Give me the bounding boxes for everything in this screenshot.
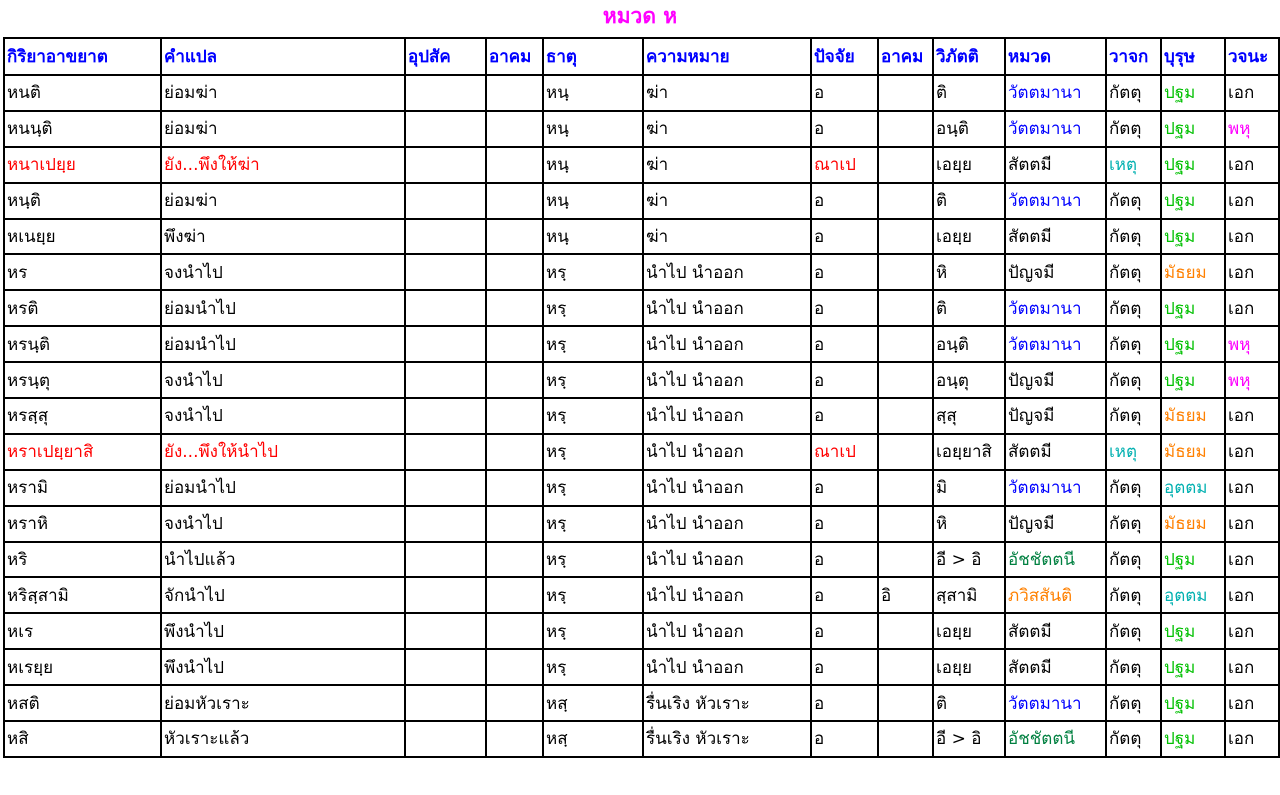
root-meaning-cell: รื่นเริง หัวเราะ [643,685,811,721]
prefix-cell [405,542,486,578]
tense-cell: สัตตมี [1005,613,1106,649]
ending-cell: ติ [933,685,1005,721]
augment-cell [486,721,543,757]
person-cell: ปฐม [1161,542,1225,578]
verb-cell: หนติ [4,75,161,111]
person-cell: มัธยม [1161,398,1225,434]
prefix-cell [405,219,486,255]
prefix-cell [405,290,486,326]
number-cell: เอก [1225,398,1279,434]
verb-cell: หรติ [4,290,161,326]
tense-cell: วัตตมานา [1005,326,1106,362]
root-cell: หรฺ [543,506,643,542]
root-meaning-cell: นำไป นำออก [643,649,811,685]
column-header-11: บุรุษ [1161,38,1225,75]
augment2-cell [878,219,933,255]
verb-cell: หราเปยฺยาสิ [4,434,161,470]
table-header-row [4,38,1279,75]
root-meaning-cell: นำไป นำออก [643,290,811,326]
column-header-12: วจนะ [1225,38,1279,75]
number-cell: เอก [1225,613,1279,649]
meaning-cell: นำไปแล้ว [161,542,405,578]
tense-cell: สัตตมี [1005,219,1106,255]
prefix-cell [405,326,486,362]
root-cell: หรฺ [543,649,643,685]
meaning-cell: ย่อมหัวเราะ [161,685,405,721]
table-row [4,362,1279,398]
number-cell: เอก [1225,219,1279,255]
table-row [4,398,1279,434]
suffix-cell: อ [811,577,878,613]
augment-cell [486,434,543,470]
ending-cell: อี > อิ [933,542,1005,578]
prefix-cell [405,721,486,757]
root-cell: หรฺ [543,254,643,290]
voice-cell: กัตตุ [1106,183,1161,219]
root-meaning-cell: ฆ่า [643,147,811,183]
tense-cell: อัชชัตตนี [1005,721,1106,757]
ending-cell: ติ [933,290,1005,326]
voice-cell: กัตตุ [1106,577,1161,613]
number-cell: พหุ [1225,111,1279,147]
ending-cell: เอยฺย [933,613,1005,649]
suffix-cell: อ [811,398,878,434]
verb-cell: หสิ [4,721,161,757]
root-cell: หสฺ [543,685,643,721]
ending-cell: ติ [933,183,1005,219]
verb-cell: หเนยฺย [4,219,161,255]
root-cell: หนฺ [543,219,643,255]
verb-conjugation-table [3,37,1280,758]
root-meaning-cell: นำไป นำออก [643,577,811,613]
verb-cell: หเร [4,613,161,649]
voice-cell: กัตตุ [1106,613,1161,649]
voice-cell: กัตตุ [1106,721,1161,757]
column-header-8: วิภัตติ [933,38,1005,75]
augment-cell [486,75,543,111]
verb-cell: หริ [4,542,161,578]
root-cell: หรฺ [543,577,643,613]
number-cell: เอก [1225,254,1279,290]
person-cell: ปฐม [1161,613,1225,649]
tense-cell: วัตตมานา [1005,111,1106,147]
augment-cell [486,326,543,362]
meaning-cell: พึงฆ่า [161,219,405,255]
person-cell: ปฐม [1161,183,1225,219]
root-cell: หรฺ [543,470,643,506]
augment-cell [486,183,543,219]
voice-cell: กัตตุ [1106,75,1161,111]
tense-cell: ปัญจมี [1005,254,1106,290]
suffix-cell: อ [811,111,878,147]
augment2-cell [878,470,933,506]
suffix-cell: อ [811,219,878,255]
root-cell: หนฺ [543,147,643,183]
column-header-0: กิริยาอาขยาต [4,38,161,75]
verb-cell: หสติ [4,685,161,721]
number-cell: เอก [1225,434,1279,470]
tense-cell: วัตตมานา [1005,470,1106,506]
suffix-cell: อ [811,183,878,219]
meaning-cell: ย่อมนำไป [161,290,405,326]
ending-cell: อนฺติ [933,111,1005,147]
verb-cell: หเรยฺย [4,649,161,685]
tense-cell: วัตตมานา [1005,290,1106,326]
tense-cell: วัตตมานา [1005,685,1106,721]
person-cell: มัธยม [1161,506,1225,542]
prefix-cell [405,75,486,111]
column-header-4: ธาตุ [543,38,643,75]
meaning-cell: จงนำไป [161,398,405,434]
augment2-cell [878,613,933,649]
verb-cell: หนฺติ [4,183,161,219]
augment2-cell [878,434,933,470]
root-cell: หรฺ [543,434,643,470]
tense-cell: ภวิสสันติ [1005,577,1106,613]
person-cell: ปฐม [1161,290,1225,326]
person-cell: ปฐม [1161,111,1225,147]
augment-cell [486,219,543,255]
augment2-cell [878,111,933,147]
ending-cell: มิ [933,470,1005,506]
meaning-cell: ย่อมฆ่า [161,183,405,219]
suffix-cell: อ [811,685,878,721]
root-cell: หรฺ [543,613,643,649]
table-row [4,577,1279,613]
prefix-cell [405,147,486,183]
table-row [4,434,1279,470]
root-meaning-cell: ฆ่า [643,183,811,219]
column-header-9: หมวด [1005,38,1106,75]
augment2-cell [878,183,933,219]
meaning-cell: จงนำไป [161,254,405,290]
prefix-cell [405,649,486,685]
column-header-7: อาคม [878,38,933,75]
meaning-cell: จงนำไป [161,362,405,398]
voice-cell: กัตตุ [1106,506,1161,542]
person-cell: ปฐม [1161,219,1225,255]
augment2-cell [878,147,933,183]
ending-cell: สฺสามิ [933,577,1005,613]
person-cell: ปฐม [1161,721,1225,757]
augment2-cell [878,290,933,326]
ending-cell: อนฺตุ [933,362,1005,398]
suffix-cell: อ [811,649,878,685]
verb-cell: หรนฺตุ [4,362,161,398]
number-cell: เอก [1225,577,1279,613]
verb-cell: หรนฺติ [4,326,161,362]
meaning-cell: จงนำไป [161,506,405,542]
root-meaning-cell: ฆ่า [643,75,811,111]
number-cell: พหุ [1225,326,1279,362]
meaning-cell: พึงนำไป [161,613,405,649]
root-cell: หรฺ [543,542,643,578]
table-row [4,470,1279,506]
table-row [4,613,1279,649]
table-row [4,254,1279,290]
tense-cell: สัตตมี [1005,147,1106,183]
root-cell: หนฺ [543,75,643,111]
verb-cell: หนนฺติ [4,111,161,147]
augment2-cell [878,362,933,398]
augment-cell [486,290,543,326]
suffix-cell: อ [811,721,878,757]
augment-cell [486,577,543,613]
column-header-2: อุปสัค [405,38,486,75]
augment2-cell [878,721,933,757]
column-header-10: วาจก [1106,38,1161,75]
person-cell: ปฐม [1161,75,1225,111]
number-cell: เอก [1225,506,1279,542]
augment2-cell [878,542,933,578]
table-row [4,75,1279,111]
column-header-3: อาคม [486,38,543,75]
table-body [4,75,1279,757]
verb-cell: หนาเปยฺย [4,147,161,183]
root-cell: หรฺ [543,362,643,398]
suffix-cell: อ [811,542,878,578]
tense-cell: อัชชัตตนี [1005,542,1106,578]
augment-cell [486,254,543,290]
prefix-cell [405,613,486,649]
suffix-cell: อ [811,506,878,542]
root-meaning-cell: นำไป นำออก [643,470,811,506]
augment-cell [486,470,543,506]
verb-cell: หรามิ [4,470,161,506]
tense-cell: สัตตมี [1005,434,1106,470]
suffix-cell: อ [811,290,878,326]
person-cell: มัธยม [1161,434,1225,470]
voice-cell: กัตตุ [1106,470,1161,506]
number-cell: เอก [1225,542,1279,578]
prefix-cell [405,362,486,398]
root-cell: หรฺ [543,290,643,326]
tense-cell: วัตตมานา [1005,183,1106,219]
suffix-cell: อ [811,613,878,649]
table-row [4,290,1279,326]
root-meaning-cell: นำไป นำออก [643,254,811,290]
number-cell: เอก [1225,183,1279,219]
suffix-cell: อ [811,470,878,506]
root-cell: หรฺ [543,326,643,362]
augment-cell [486,147,543,183]
augment-cell [486,613,543,649]
number-cell: เอก [1225,470,1279,506]
suffix-cell: อ [811,254,878,290]
root-meaning-cell: นำไป นำออก [643,398,811,434]
number-cell: เอก [1225,685,1279,721]
prefix-cell [405,398,486,434]
voice-cell: กัตตุ [1106,398,1161,434]
tense-cell: สัตตมี [1005,649,1106,685]
table-row [4,183,1279,219]
prefix-cell [405,434,486,470]
root-meaning-cell: นำไป นำออก [643,434,811,470]
voice-cell: กัตตุ [1106,542,1161,578]
meaning-cell: จักนำไป [161,577,405,613]
person-cell: ปฐม [1161,685,1225,721]
meaning-cell: ย่อมนำไป [161,326,405,362]
ending-cell: ติ [933,75,1005,111]
tense-cell: ปัญจมี [1005,362,1106,398]
verb-cell: หริสฺสามิ [4,577,161,613]
person-cell: อุตตม [1161,577,1225,613]
prefix-cell [405,577,486,613]
table-row [4,542,1279,578]
voice-cell: กัตตุ [1106,685,1161,721]
number-cell: เอก [1225,721,1279,757]
augment-cell [486,362,543,398]
tense-cell: วัตตมานา [1005,75,1106,111]
person-cell: ปฐม [1161,326,1225,362]
tense-cell: ปัญจมี [1005,506,1106,542]
augment-cell [486,542,543,578]
augment2-cell [878,254,933,290]
ending-cell: เอยฺย [933,147,1005,183]
suffix-cell: อ [811,362,878,398]
ending-cell: อี > อิ [933,721,1005,757]
root-cell: หรฺ [543,398,643,434]
root-meaning-cell: นำไป นำออก [643,326,811,362]
ending-cell: หิ [933,254,1005,290]
prefix-cell [405,183,486,219]
column-header-1: คำแปล [161,38,405,75]
ending-cell: เอยฺยาสิ [933,434,1005,470]
verb-cell: หร [4,254,161,290]
root-cell: หนฺ [543,111,643,147]
voice-cell: กัตตุ [1106,362,1161,398]
ending-cell: สฺสุ [933,398,1005,434]
number-cell: เอก [1225,147,1279,183]
prefix-cell [405,470,486,506]
person-cell: ปฐม [1161,362,1225,398]
root-meaning-cell: นำไป นำออก [643,613,811,649]
augment-cell [486,506,543,542]
column-header-6: ปัจจัย [811,38,878,75]
voice-cell: กัตตุ [1106,219,1161,255]
number-cell: เอก [1225,75,1279,111]
root-cell: หสฺ [543,721,643,757]
root-meaning-cell: นำไป นำออก [643,362,811,398]
ending-cell: หิ [933,506,1005,542]
meaning-cell: พึงนำไป [161,649,405,685]
table-row [4,506,1279,542]
table-row [4,147,1279,183]
number-cell: เอก [1225,290,1279,326]
suffix-cell: อ [811,75,878,111]
column-header-5: ความหมาย [643,38,811,75]
ending-cell: เอยฺย [933,219,1005,255]
person-cell: ปฐม [1161,147,1225,183]
person-cell: อุตตม [1161,470,1225,506]
ending-cell: เอยฺย [933,649,1005,685]
augment2-cell [878,506,933,542]
augment2-cell [878,326,933,362]
voice-cell: กัตตุ [1106,649,1161,685]
root-meaning-cell: นำไป นำออก [643,542,811,578]
voice-cell: กัตตุ [1106,326,1161,362]
table-row [4,721,1279,757]
root-meaning-cell: ฆ่า [643,111,811,147]
person-cell: มัธยม [1161,254,1225,290]
augment2-cell [878,75,933,111]
root-meaning-cell: รื่นเริง หัวเราะ [643,721,811,757]
verb-cell: หราหิ [4,506,161,542]
root-cell: หนฺ [543,183,643,219]
voice-cell: กัตตุ [1106,254,1161,290]
number-cell: เอก [1225,649,1279,685]
prefix-cell [405,111,486,147]
prefix-cell [405,685,486,721]
ending-cell: อนฺติ [933,326,1005,362]
augment-cell [486,685,543,721]
page-title: หมวด ห [602,4,678,28]
number-cell: พหุ [1225,362,1279,398]
augment2-cell [878,649,933,685]
root-meaning-cell: ฆ่า [643,219,811,255]
meaning-cell: ย่อมนำไป [161,470,405,506]
augment2-cell: อิ [878,577,933,613]
table-row [4,326,1279,362]
voice-cell: กัตตุ [1106,111,1161,147]
augment-cell [486,398,543,434]
voice-cell: เหตุ [1106,147,1161,183]
root-meaning-cell: นำไป นำออก [643,506,811,542]
augment2-cell [878,398,933,434]
suffix-cell: ณาเป [811,434,878,470]
meaning-cell: หัวเราะแล้ว [161,721,405,757]
table-row [4,685,1279,721]
person-cell: ปฐม [1161,649,1225,685]
suffix-cell: ณาเป [811,147,878,183]
table-row [4,649,1279,685]
augment2-cell [878,685,933,721]
table-row [4,219,1279,255]
augment-cell [486,111,543,147]
meaning-cell: ย่อมฆ่า [161,75,405,111]
meaning-cell: ย่อมฆ่า [161,111,405,147]
table-row [4,111,1279,147]
prefix-cell [405,254,486,290]
meaning-cell: ยัง...พึงให้ฆ่า [161,147,405,183]
augment-cell [486,649,543,685]
suffix-cell: อ [811,326,878,362]
voice-cell: กัตตุ [1106,290,1161,326]
voice-cell: เหตุ [1106,434,1161,470]
prefix-cell [405,506,486,542]
tense-cell: ปัญจมี [1005,398,1106,434]
meaning-cell: ยัง...พึงให้นำไป [161,434,405,470]
verb-cell: หรสฺสุ [4,398,161,434]
